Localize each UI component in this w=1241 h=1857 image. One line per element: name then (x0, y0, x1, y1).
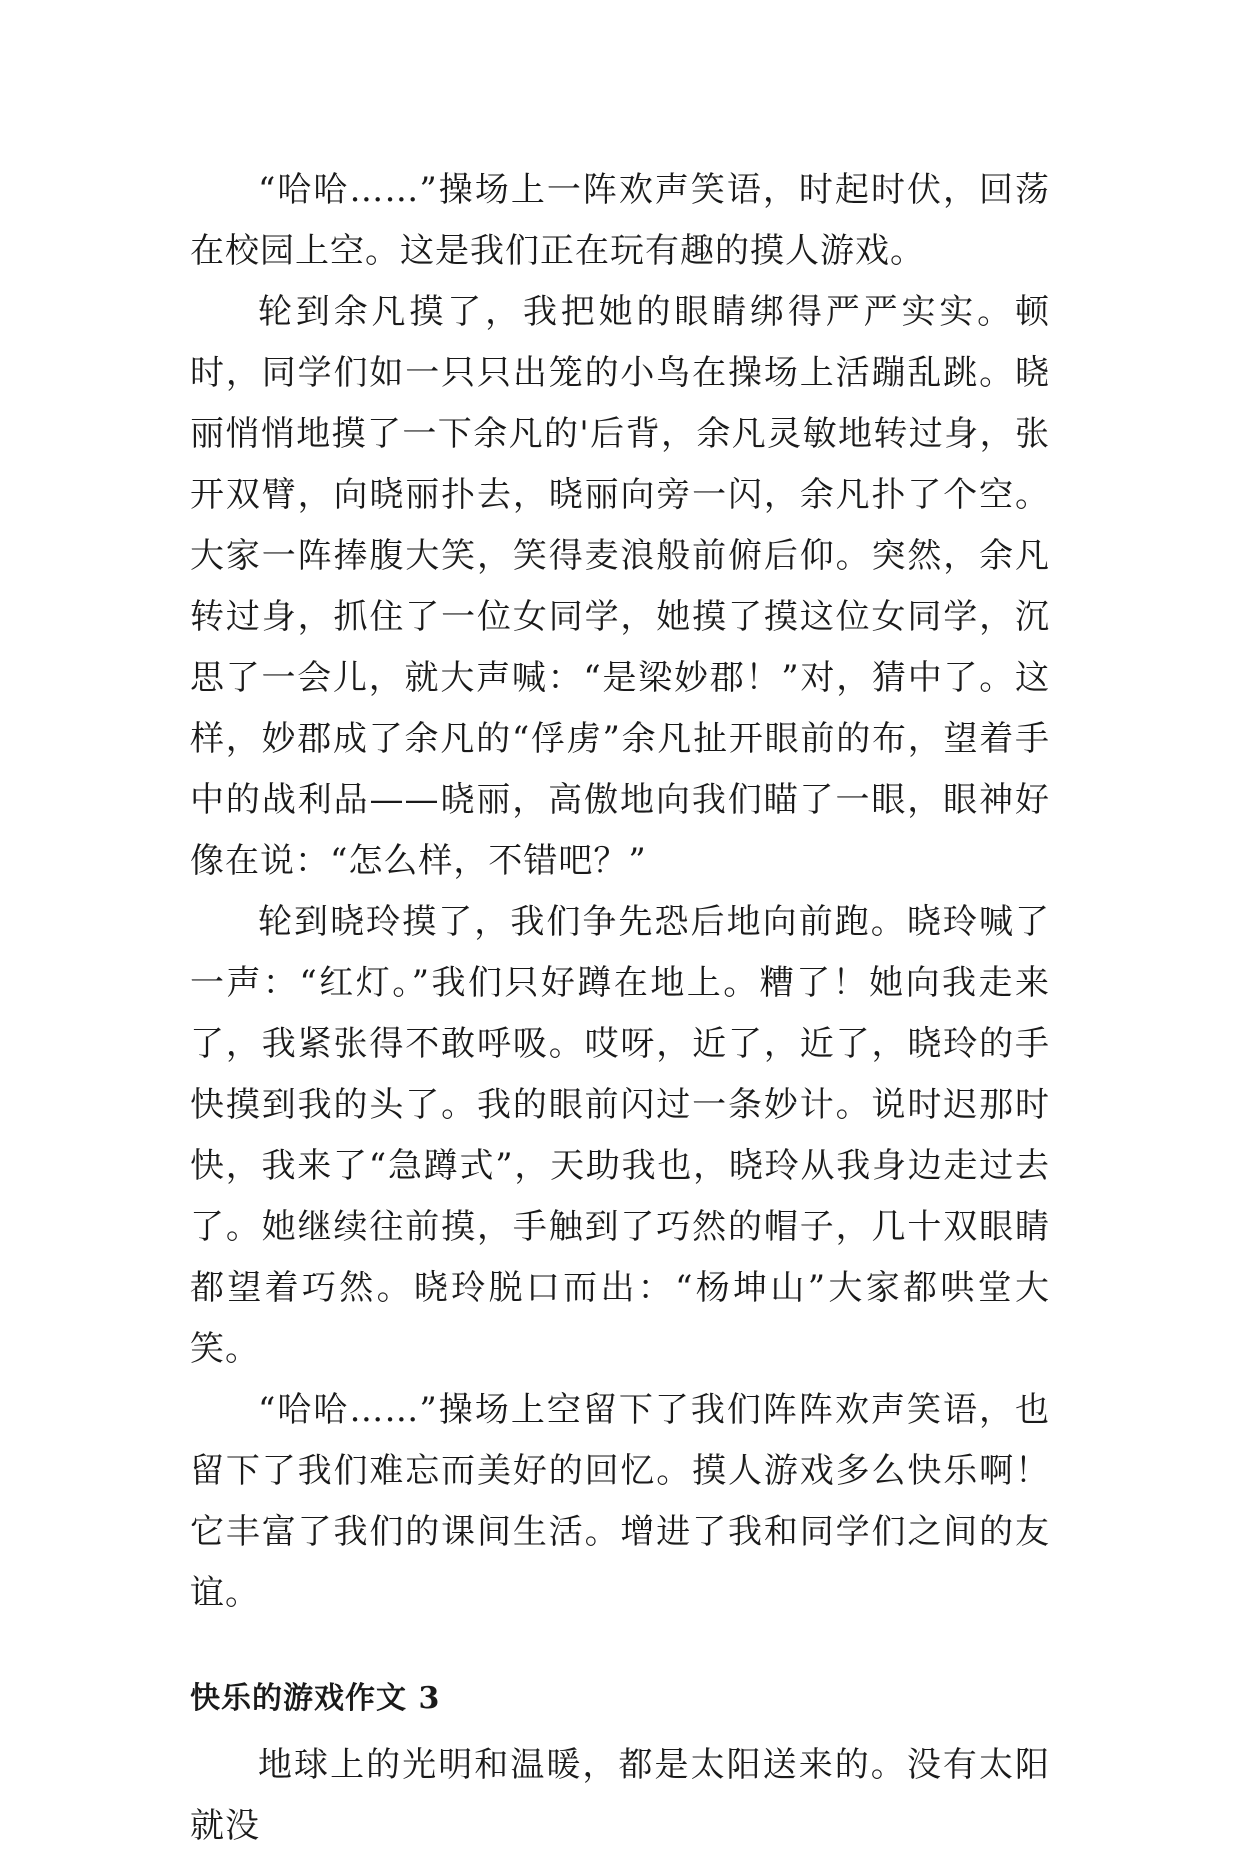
document-page (190, 160, 1050, 1857)
paragraph: 轮到晓玲摸了，我们争先恐后地向前跑。晓玲喊了一声：“红灯。”我们只好蹲在地上。糟了！她向我走来了，我紧张得不敢呼吸。哎呀，近了，近了，晓玲的手快摸到我的头了。我的眼前闪过一条妙计。说时迟那时快，我来了“急蹲式”，天助我也，晓玲从我身边走过去了。她继续往前摸，手触到了巧然的帽子，几十双眼睛都望着巧然。晓玲脱口而出：“杨坤山”大家都哄堂大笑。 (190, 902, 1050, 1369)
paragraph: “哈哈……”操场上空留下了我们阵阵欢声笑语，也留下了我们难忘而美好的回忆。摸人游戏多么快乐啊！它丰富了我们的课间生活。增进了我和同学们之间的友谊。 (190, 1390, 1050, 1613)
section-heading: 快乐的游戏作文 3 (190, 1681, 441, 1716)
paragraph: “哈哈……”操场上一阵欢声笑语，时起时伏，回荡在校园上空。这是我们正在玩有趣的摸人游戏。 (190, 170, 1050, 271)
paragraph: 地球上的光明和温暖，都是太阳送来的。没有太阳就没 (190, 1745, 1050, 1846)
paragraph: 轮到余凡摸了，我把她的眼睛绑得严严实实。顿时，同学们如一只只出笼的小鸟在操场上活蹦乱跳。晓丽悄悄地摸了一下余凡的'后背，余凡灵敏地转过身，张开双臂，向晓丽扑去，晓丽向旁一闪，余凡扑了个空。大家一阵捧腹大笑，笑得麦浪般前俯后仰。突然，余凡转过身，抓住了一位女同学，她摸了摸这位女同学，沉思了一会儿，就大声喊：“是梁妙郡！”对，猜中了。这样，妙郡成了余凡的“俘虏”余凡扯开眼前的布，望着手中的战利品——晓丽，高傲地向我们瞄了一眼，眼神好像在说：“怎么样，不错吧？” (190, 292, 1050, 881)
